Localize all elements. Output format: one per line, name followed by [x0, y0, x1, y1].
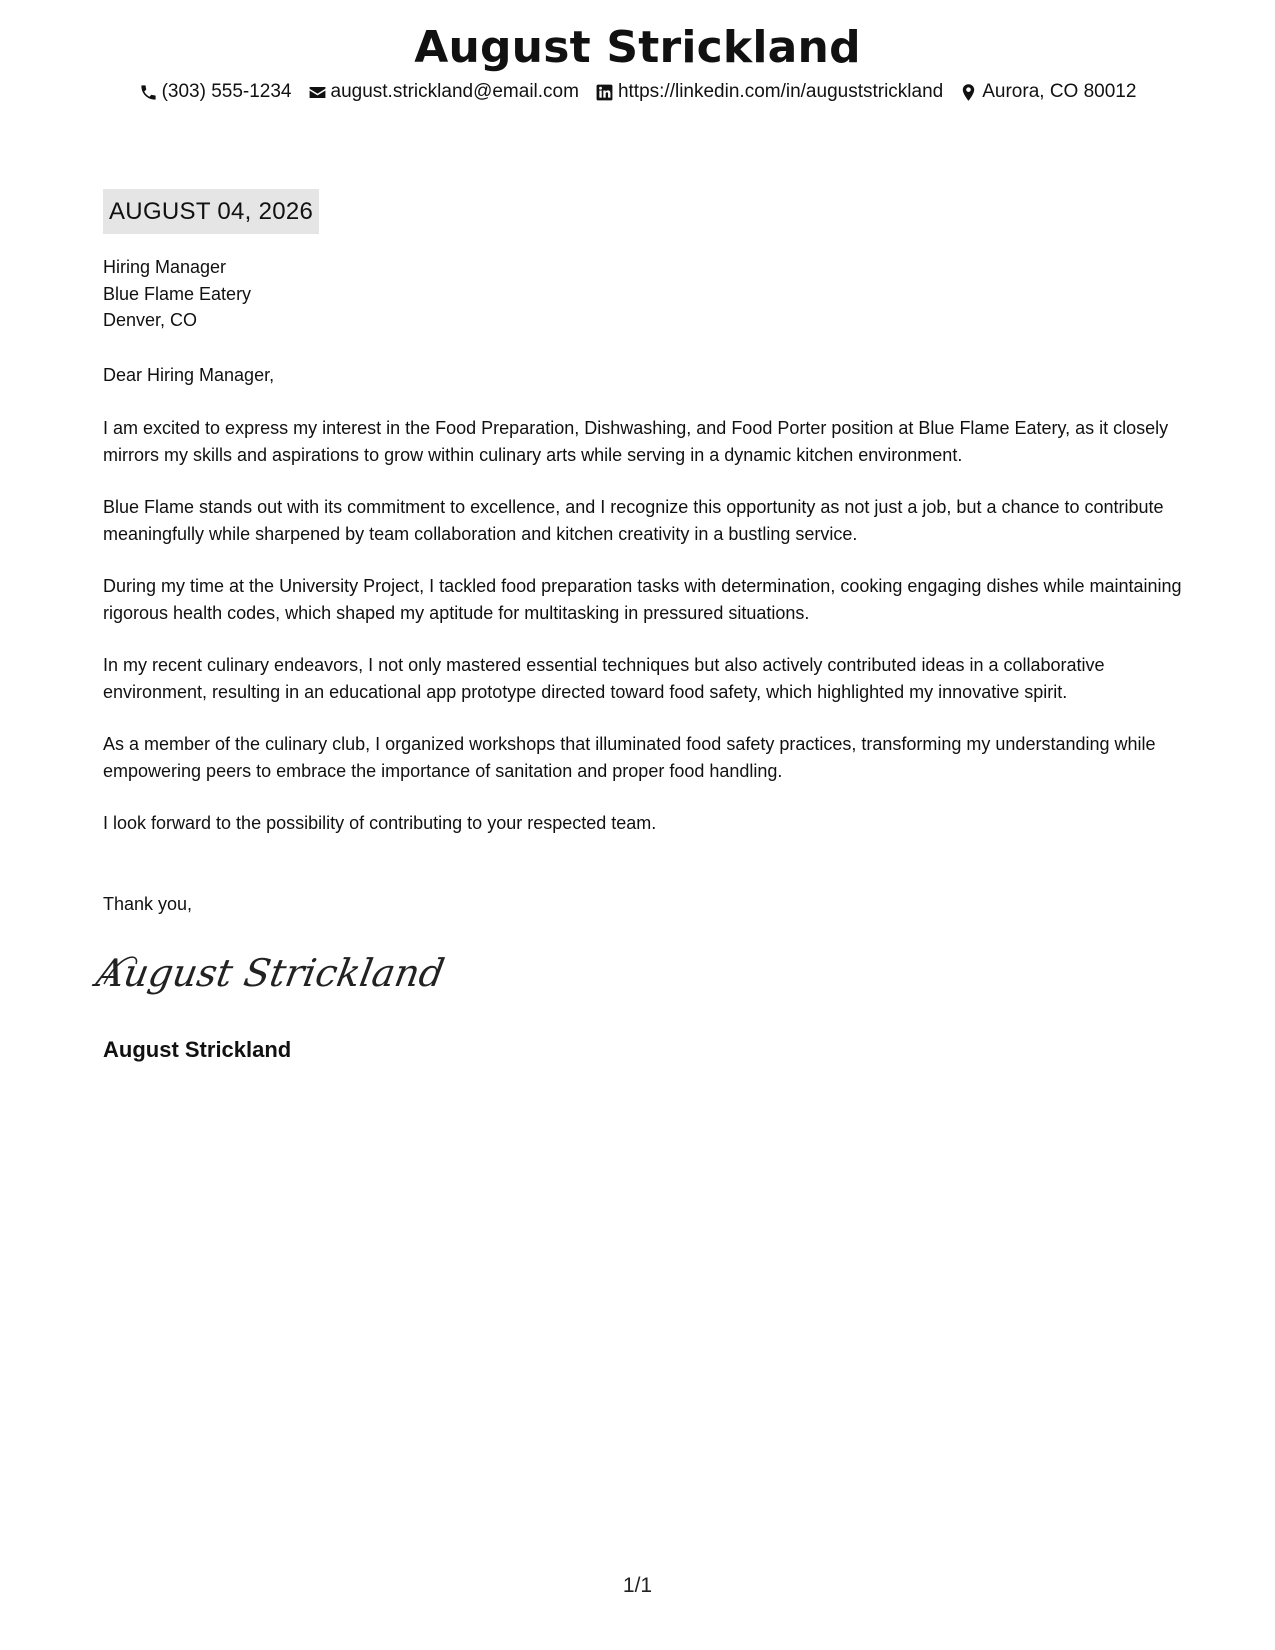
letter-body	[103, 415, 1183, 863]
handwritten-signature	[92, 944, 448, 1000]
signer-name: August Strickland	[103, 1037, 292, 1062]
envelope-icon	[308, 83, 327, 102]
closing-line: Thank you,	[103, 894, 193, 914]
body-paragraph: Blue Flame stands out with its commitment to excellence, and I recognize this opportunity as not just a job, but a chance to contribute meaningfully while sharpened by team collaboration and kitchen creativity in a bustling service.	[103, 497, 1164, 544]
svg-text:August Strickland: August Strickland	[92, 951, 448, 996]
page-number: 1/1	[622, 1574, 653, 1597]
recipient-location: Denver, CO	[103, 310, 198, 330]
linkedin-icon	[595, 83, 614, 102]
recipient-company: Blue Flame Eatery	[103, 283, 252, 304]
letter-date: AUGUST 04, 2026	[103, 189, 319, 234]
linkedin-url[interactable]: https://linkedin.com/in/auguststrickland	[617, 81, 944, 102]
body-paragraph: As a member of the culinary club, I organized workshops that illuminated food safety practices, transforming my understanding while empowering peers to embrace the importance of sanitation and proper food handling.	[103, 734, 1156, 781]
map-pin-icon	[959, 83, 978, 102]
body-paragraph: I am excited to express my interest in the Food Preparation, Dishwashing, and Food Porter position at Blue Flame Eatery, as it closely mirrors my skills and aspirations to grow within culinary arts while serving in a dynamic kitchen environment.	[103, 418, 1169, 465]
body-paragraph: In my recent culinary endeavors, I not only mastered essential techniques but also actively contributed ideas in a collaborative environment, resulting in an educational app prototype directed toward food safety, which highlighted my innovative spirit.	[103, 655, 1105, 702]
contact-phone	[139, 78, 292, 106]
body-paragraph: During my time at the University Project, I tackled food preparation tasks with determination, cooking engaging dishes while maintaining rigorous health codes, which shaped my aptitude for multitasking in pressured situations.	[103, 576, 1182, 623]
contact-bar	[0, 78, 1275, 106]
body-paragraph: I look forward to the possibility of contributing to your respected team.	[103, 813, 657, 833]
signature-drawing	[92, 944, 460, 1000]
recipient-title: Hiring Manager	[103, 257, 227, 277]
location-text: Aurora, CO 80012	[982, 81, 1137, 102]
applicant-name-heading: August Strickland	[414, 22, 861, 73]
phone-number: (303) 555-1234	[161, 81, 292, 102]
salutation: Dear Hiring Manager,	[103, 365, 275, 385]
contact-location	[959, 78, 1136, 106]
email-address[interactable]: august.strickland@email.com	[330, 81, 579, 102]
recipient-block	[103, 254, 251, 334]
contact-linkedin	[595, 78, 943, 106]
contact-email	[308, 78, 579, 106]
phone-icon	[139, 83, 158, 102]
